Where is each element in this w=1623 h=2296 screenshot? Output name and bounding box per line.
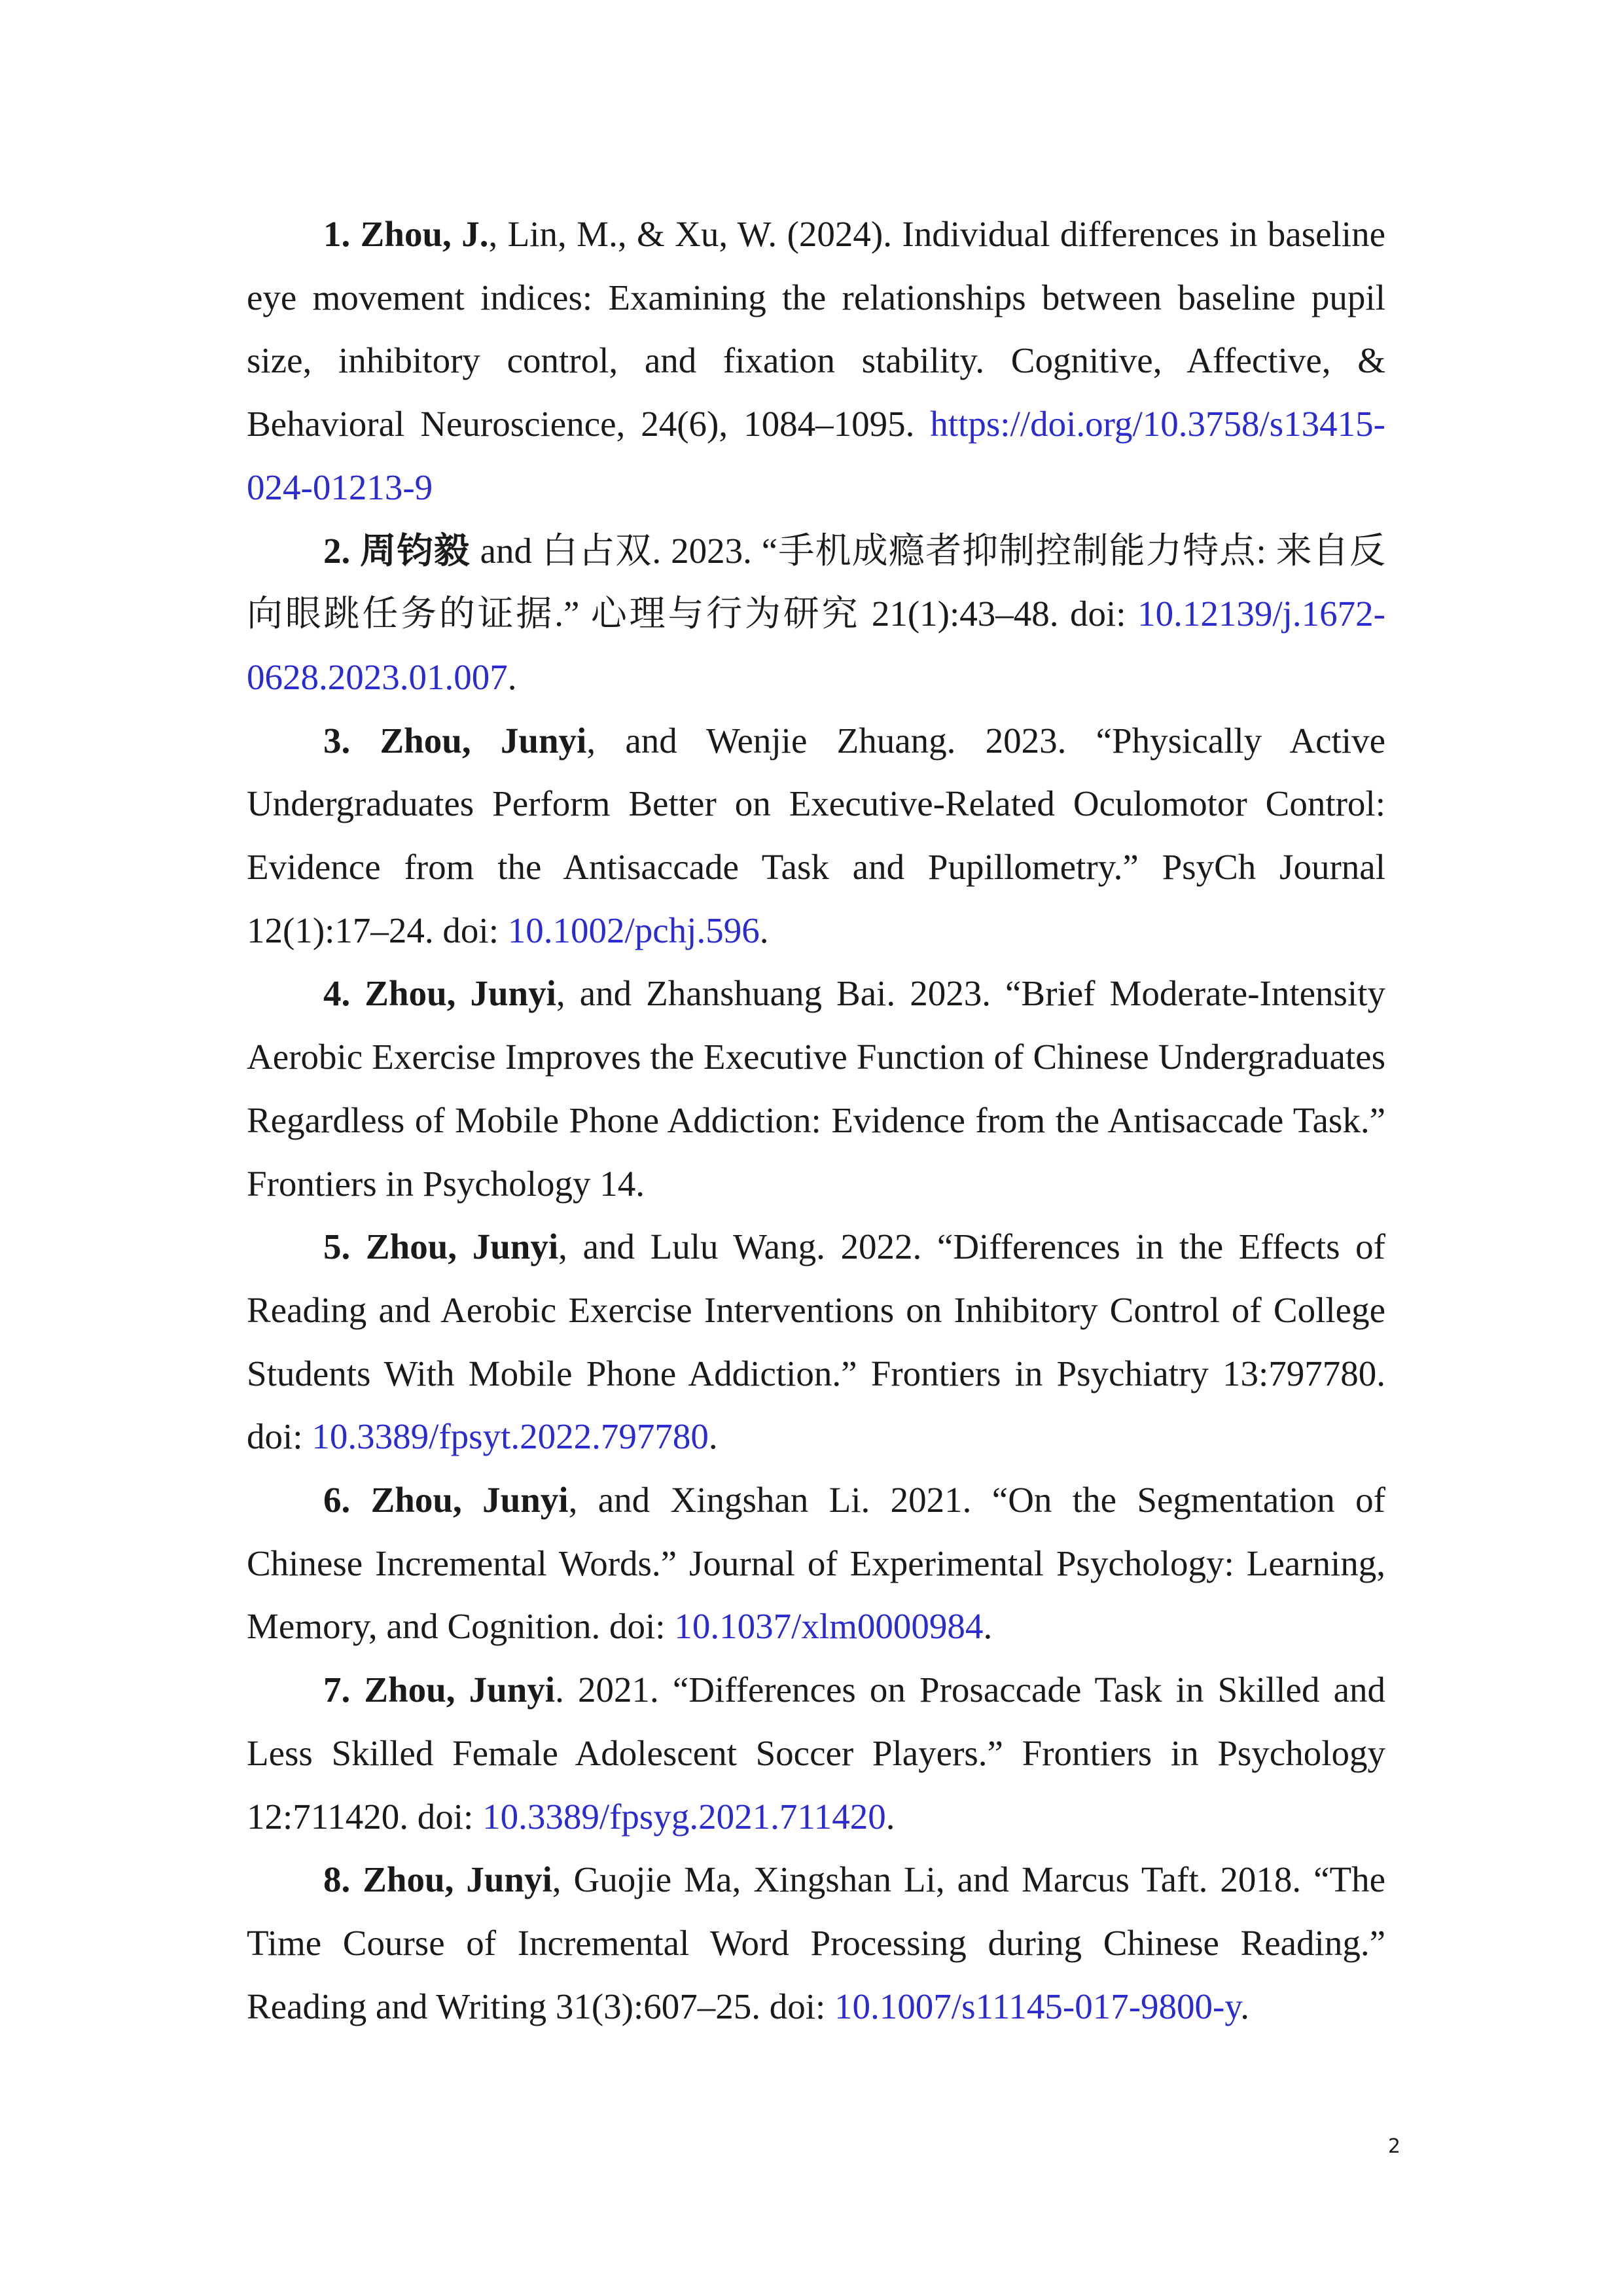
reference-item-7 [247,1659,1385,1848]
reference-number: 3. [323,720,351,761]
reference-number: 2. [323,530,351,571]
reference-item-5 [247,1215,1385,1469]
reference-author-bold: Zhou, Junyi [364,1670,556,1710]
reference-author-bold: Zhou, J. [360,214,489,254]
reference-item-3 [247,709,1385,963]
reference-doi-link[interactable]: 10.12139/j.1672-0628.2023.01.007 [247,594,1385,697]
reference-number: 4. [323,973,351,1014]
reference-tail: . [983,1606,993,1647]
reference-item-2 [247,520,1385,709]
reference-text: , and Zhanshuang Bai. 2023. “Brief Moderate-Intensity Aerobic Exercise Improves the Executive Function of Chinese Undergraduates Regardless of Mobile Phone Addiction: Evidence from the Antisaccade Task.” Frontiers in Psychology 14. [247,973,1385,1204]
reference-author-bold: Zhou, Junyi [365,973,556,1014]
reference-text: , Guojie Ma, Xingshan Li, and Marcus Taft. 2018. “The Time Course of Incremental Word Processing during Chinese Reading.” Reading and Writing 31(3):607–25. doi: [247,1859,1386,2026]
reference-tail: . [1240,1986,1250,2026]
reference-number: 1. [323,214,351,254]
reference-doi-link[interactable]: https://doi.org/10.3758/s13415-024-01213-9 [247,404,1385,507]
reference-item-8 [247,1848,1385,2038]
reference-list [247,203,1385,2038]
reference-doi-link[interactable]: 10.3389/fpsyg.2021.711420 [482,1796,886,1837]
reference-doi-link[interactable]: 10.1037/xlm0000984 [674,1606,984,1647]
reference-doi-link[interactable]: 10.3389/fpsyt.2022.797780 [312,1416,709,1457]
reference-number: 8. [323,1859,351,1900]
reference-text: , and Xingshan Li. 2021. “On the Segmentation of Chinese Incremental Words.” Journal of Experimental Psychology: Learning, Memory, and Cognition. doi: [247,1480,1385,1647]
reference-tail: . [708,1416,718,1457]
reference-text: , and Lulu Wang. 2022. “Differences in the Effects of Reading and Aerobic Exercise Interventions on Inhibitory Control of College Students With Mobile Phone Addiction.” Frontiers in Psychiatry 13:797780. doi: [247,1227,1385,1457]
reference-number: 7. [323,1670,351,1710]
reference-tail: . [507,656,517,697]
reference-author-bold: 周钧毅 [360,530,471,571]
reference-tail: . [885,1796,895,1837]
reference-author-bold: Zhou, Junyi [363,1859,552,1900]
reference-number: 5. [323,1227,351,1267]
reference-author-bold: Zhou, Junyi [370,1480,569,1520]
reference-author-bold: Zhou, Junyi [380,720,587,761]
reference-item-4 [247,962,1385,1215]
reference-doi-link[interactable]: 10.1002/pchj.596 [507,910,760,950]
reference-number: 6. [323,1480,351,1520]
reference-author-bold: Zhou, Junyi [365,1227,559,1267]
reference-item-1 [247,203,1385,520]
page-number: 2 [1387,2135,1400,2158]
reference-text: . 2021. “Differences on Prosaccade Task in Skilled and Less Skilled Female Adolescent Soccer Players.” Frontiers in Psychology 12:711420. doi: [247,1670,1385,1837]
reference-tail: . [759,910,769,950]
reference-item-6 [247,1469,1385,1659]
reference-text: , and Wenjie Zhuang. 2023. “Physically Active Undergraduates Perform Better on Executive-Related Oculomotor Control: Evidence from the Antisaccade Task and Pupillometry.” PsyCh Journal 12(1):17–24. doi: [247,720,1385,950]
reference-text: and 白占双. 2023. “手机成瘾者抑制控制能力特点: 来自反向眼跳任务的证据.” 心理与行为研究 21(1):43–48. doi: [247,530,1385,634]
reference-doi-link[interactable]: 10.1007/s11145-017-9800-y [834,1986,1241,2026]
reference-text: , Lin, M., & Xu, W. (2024). Individual differences in baseline eye movement indices: Examining the relationships between baseline pupil size, inhibitory control, and fixation stability. Cognitive, Affective, & Behavioral Neuroscience, 24(6), 1084–1095. [247,214,1385,444]
